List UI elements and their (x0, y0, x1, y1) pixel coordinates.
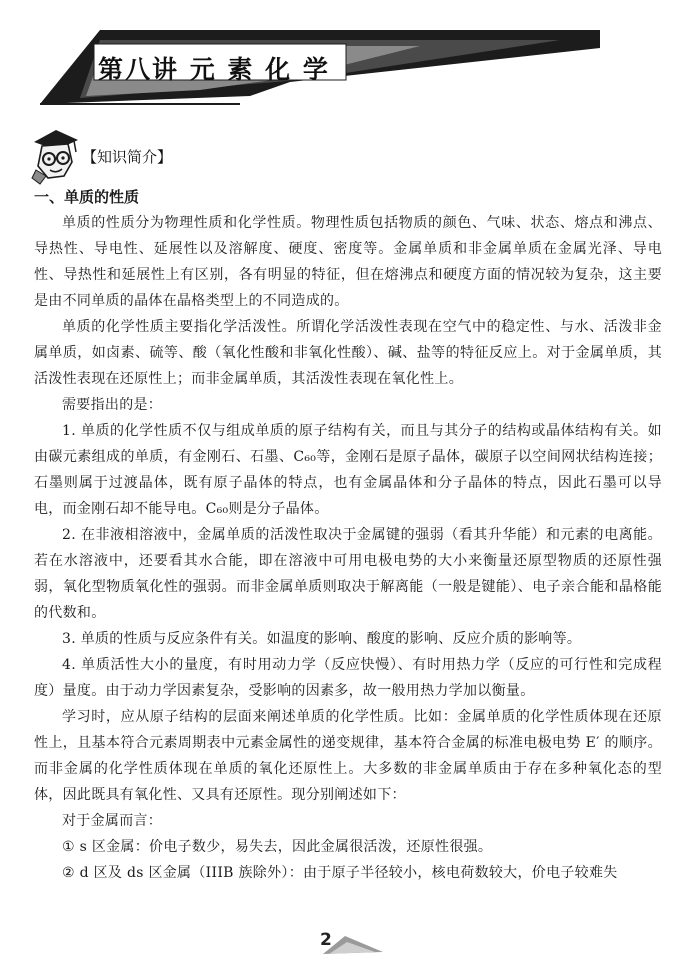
page-number: 2 (320, 930, 332, 950)
section-heading: 一、单质的性质 (34, 188, 140, 206)
paragraph: 单质的化学性质主要指化学活泼性。所谓化学活泼性表现在空气中的稳定性、与水、活泼非金属单质，如卤素、硫等、酸（氧化性酸和非氧化性酸）、碱、盐等的特征反应上。对于金属单质，其活泼性表现在还原性上；而非金属单质，其活泼性表现在氧化性上。 (34, 319, 662, 387)
list-item: ② d 区及 ds 区金属（IIIB 族除外）：由于原子半径较小，核电荷数较大，价电子较难失 (62, 865, 618, 881)
paragraph: 对于金属而言： (62, 813, 163, 829)
list-item: 1. 单质的化学性质不仅与组成单质的原子结构有关，而且与其分子的结构或晶体结构有关。如由碳元素组成的单质，有金刚石、石墨、C₆₀等，金刚石是原子晶体，碳原子以空间网状结构连接；石墨则属于过渡晶体，既有原子晶体的特点，也有金属晶体和分子晶体的特点，因此石墨可以导电，而金刚石却不能导电。C₆₀则是分子晶体。 (34, 423, 662, 517)
list-item: 2. 在非液相溶液中，金属单质的活泼性取决于金属键的强弱（看其升华能）和元素的电离能。若在水溶液中，还要看其水合能，即在溶液中可用电极电势的大小来衡量还原型物质的还原性强弱，氧化型物质氧化性的强弱。而非金属单质则取决于解离能（一般是键能）、电子亲合能和晶格能的代数和。 (34, 527, 662, 621)
list-item: 4. 单质活性大小的量度，有时用动力学（反应快慢）、有时用热力学（反应的可行性和完成程度）量度。由于动力学因素复杂，受影响的因素多，故一般用热力学加以衡量。 (34, 657, 662, 699)
list-item: 3. 单质的性质与反应条件有关。如温度的影响、酸度的影响、反应介质的影响等。 (62, 631, 582, 647)
paragraph: 学习时，应从原子结构的层面来阐述单质的化学性质。比如：金属单质的化学性质体现在还原性上，且基本符合元素周期表中元素金属性的递变规律，基本符合金属的标准电极电势 E′ 的顺序。而非金属的化学性质体现在单质的氧化还原性上。大多数的非金属单质由于存在多种氧化态的型体，因此既具有氧化性、又具有还原性。现分别阐述如下： (34, 709, 662, 803)
paragraph: 单质的性质分为物理性质和化学性质。物理性质包括物质的颜色、气味、状态、熔点和沸点、导热性、导电性、延展性以及溶解度、硬度、密度等。金属单质和非金属单质在金属光泽、导电性、导热性和延展性上有区别，各有明显的特征，但在熔沸点和硬度方面的情况较为复杂，这主要是由不同单质的晶体在晶格类型上的不同造成的。 (34, 215, 662, 309)
section-label: 【知识简介】 (82, 148, 173, 166)
chapter-title: 第八讲 元 素 化 学 (98, 55, 330, 84)
page-number-swoosh (305, 932, 385, 956)
list-item: ① s 区金属：价电子数少，易失去，因此金属很活泼，还原性很强。 (62, 839, 493, 855)
main-content (34, 184, 662, 886)
paragraph: 需要指出的是： (62, 397, 163, 413)
professor-mascot-icon (30, 128, 82, 186)
